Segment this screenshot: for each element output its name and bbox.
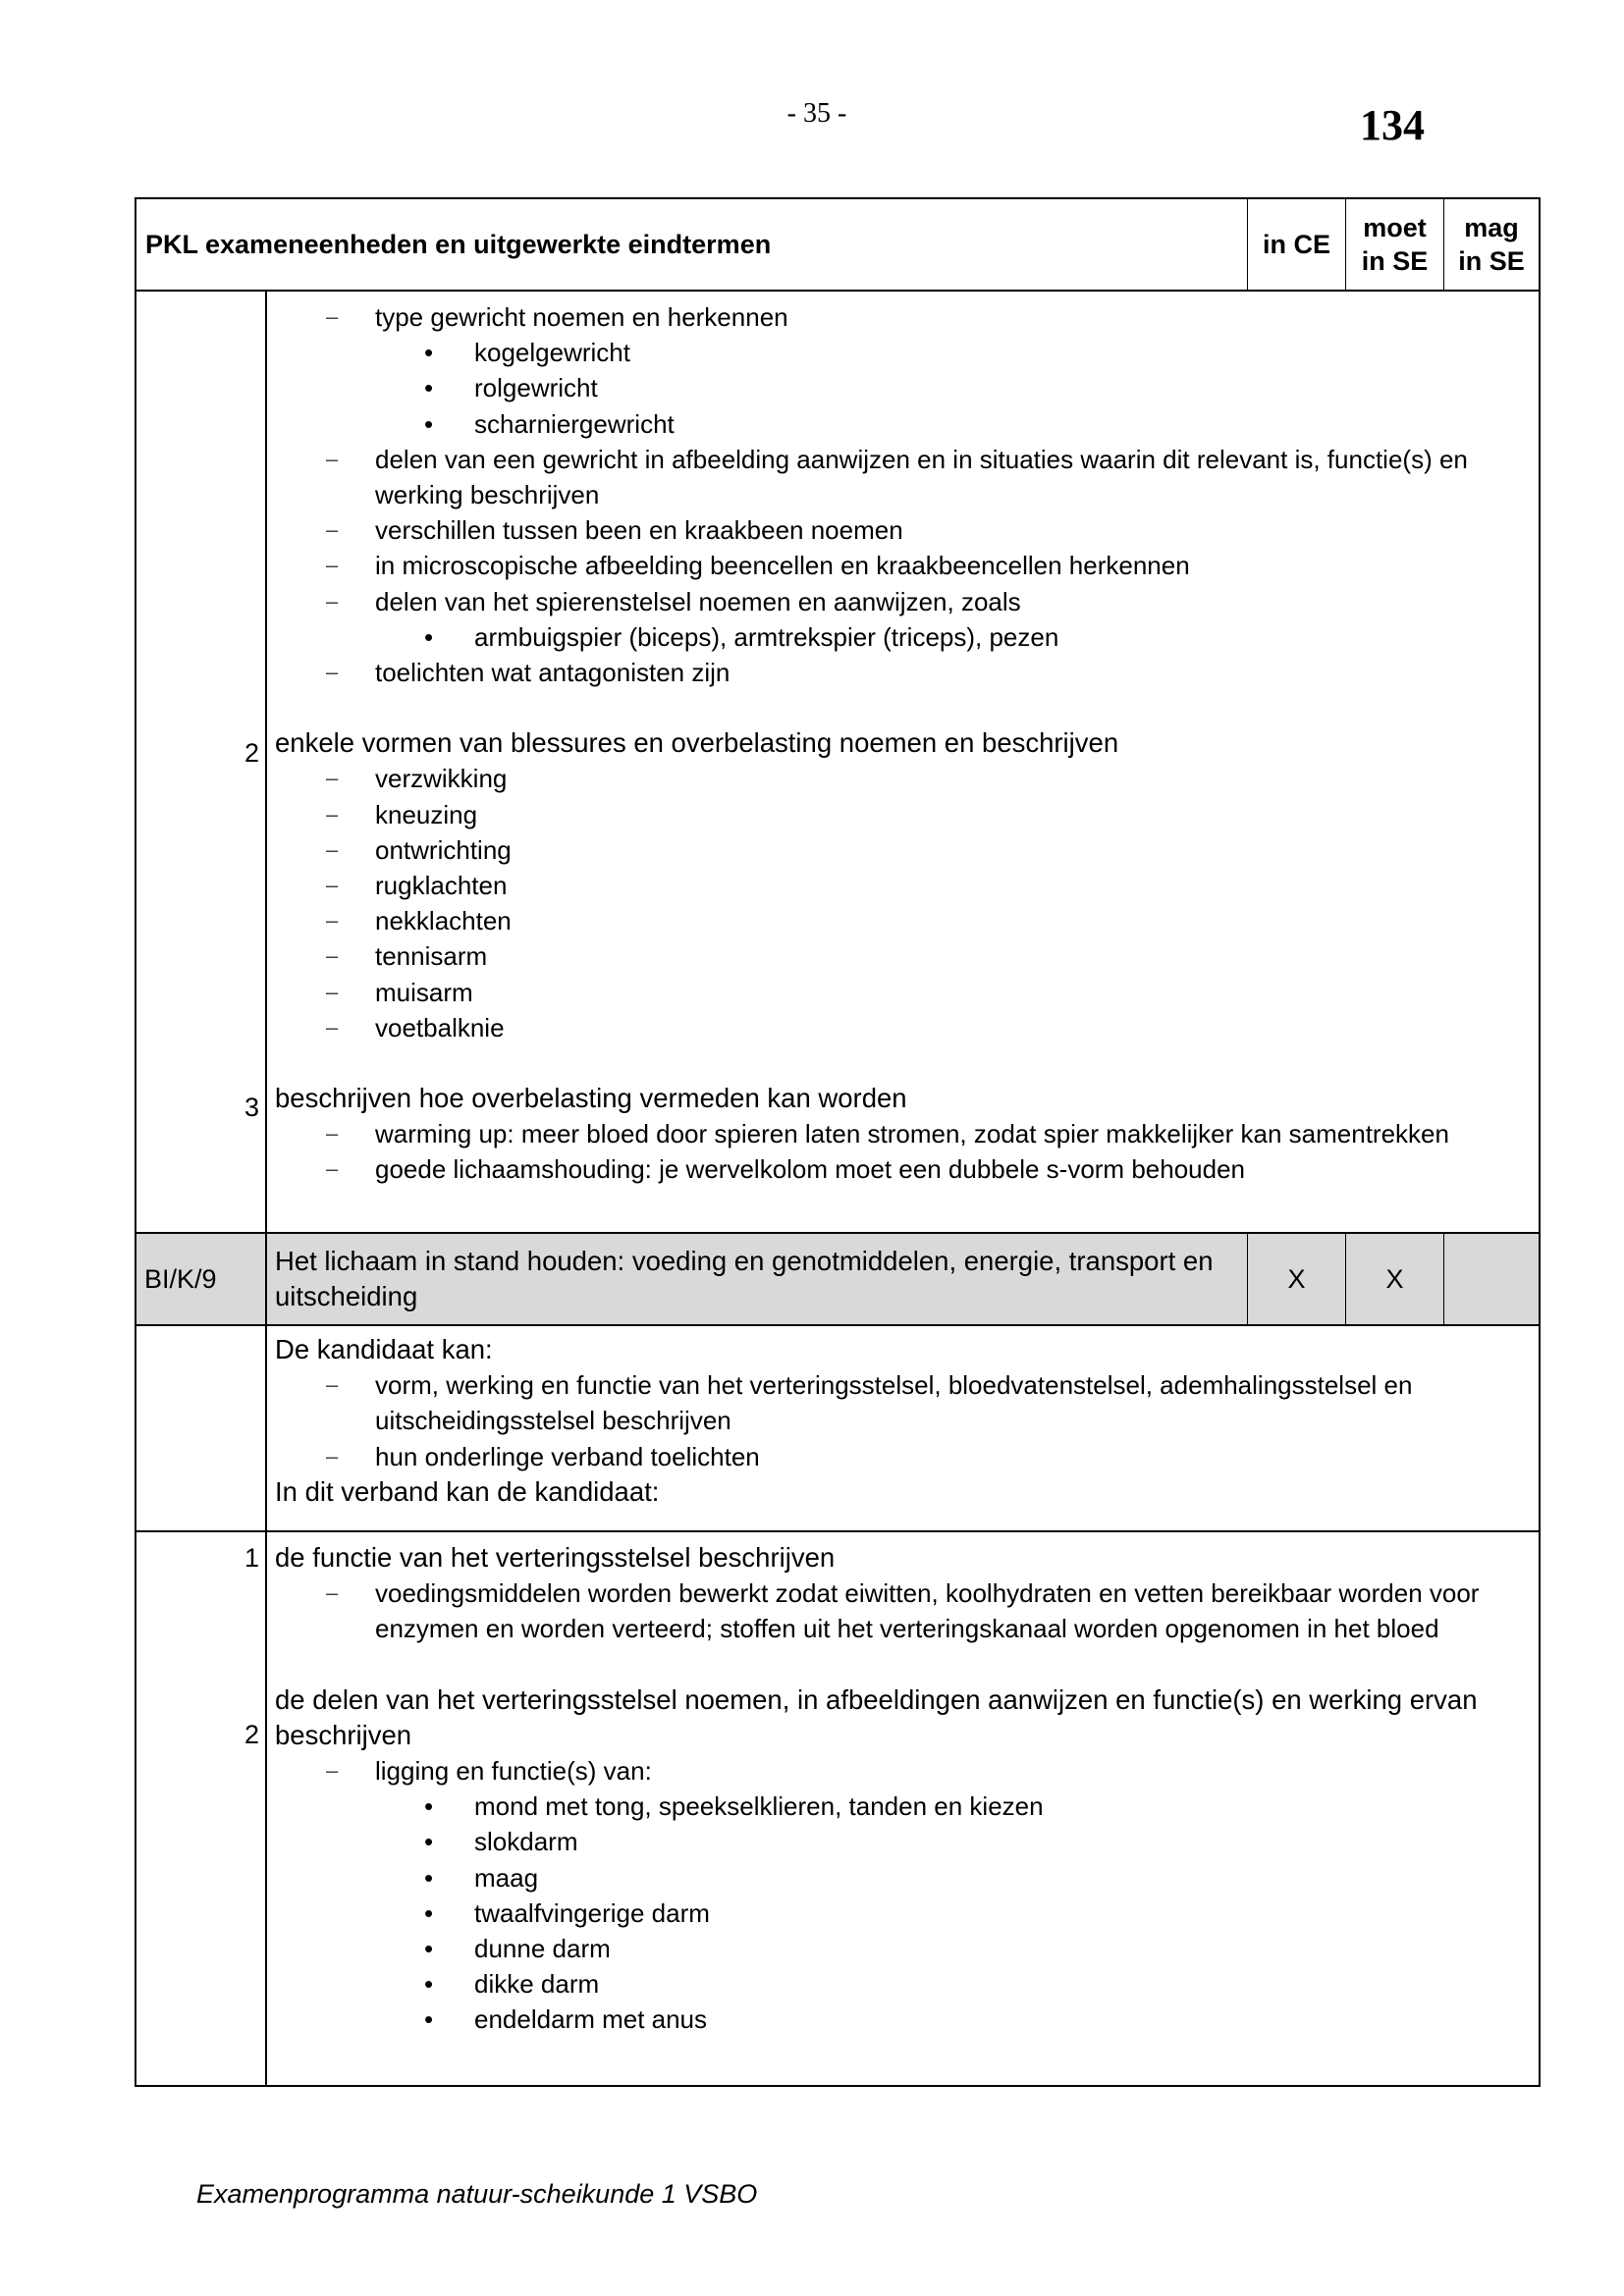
- header-mag-line2: in SE: [1458, 246, 1525, 276]
- dash-item: – in microscopische afbeelding beencellen en kraakbeencellen herkennen: [275, 548, 1519, 583]
- header-title: PKL exameneenheden en uitgewerkte eindtermen: [136, 199, 1248, 290]
- page-footer: Examenprogramma natuur-scheikunde 1 VSBO: [196, 2179, 758, 2209]
- item-number: 3: [244, 1093, 259, 1122]
- bullet-item: • mond met tong, speekselklieren, tanden en kiezen: [275, 1789, 1519, 1824]
- section1-label: [136, 292, 267, 1232]
- item-title: enkele vormen van blessures en overbelasting noemen en beschrijven: [275, 727, 1119, 759]
- dash-item: – goede lichaamshouding: je wervelkolom moet een dubbele s-vorm behouden: [275, 1151, 1519, 1187]
- dash-item: – rugklachten: [275, 868, 1519, 903]
- section2-body: [267, 1532, 1539, 2085]
- item-number: 2: [244, 1720, 259, 1749]
- dash-item: – verschillen tussen been en kraakbeen noemen: [275, 512, 1519, 548]
- page-number: - 35 -: [786, 98, 847, 129]
- dash-item: – kneuzing: [275, 797, 1519, 832]
- dash-item: – ontwrichting: [275, 832, 1519, 868]
- header-moet-line2: in SE: [1361, 246, 1429, 276]
- bullet-item: • kogelgewricht: [275, 335, 1519, 370]
- bullet-item: • twaalfvingerige darm: [275, 1896, 1519, 1931]
- dash-item: – voetbalknie: [275, 1010, 1519, 1045]
- item-number: 2: [244, 738, 259, 768]
- dash-item: – tennisarm: [275, 938, 1519, 974]
- document-number: 134: [1360, 101, 1425, 149]
- bullet-item: • scharniergewricht: [275, 406, 1519, 442]
- unit-title: Het lichaam in stand houden: voeding en genotmiddelen, energie, transport en uitscheiding: [267, 1234, 1248, 1324]
- dash-item: – hun onderlinge verband toelichten: [275, 1439, 1509, 1474]
- section2-label: [136, 1532, 267, 2085]
- item-title: beschrijven hoe overbelasting vermeden kan worden: [275, 1083, 907, 1114]
- eindtermen-table: [135, 197, 1541, 2087]
- unit-moet-in-se: X: [1346, 1234, 1444, 1324]
- section2-row: [136, 1530, 1539, 2085]
- item-number: 1: [244, 1543, 259, 1573]
- bullet-item: • endeldarm met anus: [275, 2002, 1519, 2037]
- dash-item: – ligging en functie(s) van:: [275, 1753, 1519, 1789]
- header-moet-line1: moet: [1363, 213, 1427, 242]
- header-mag-line1: mag: [1464, 213, 1519, 242]
- section1-row: [136, 290, 1539, 1232]
- unit-mag-in-se: [1444, 1234, 1539, 1324]
- bullet-item: • maag: [275, 1860, 1519, 1896]
- intro-body: [267, 1326, 1539, 1530]
- bullet-item: • dunne darm: [275, 1931, 1519, 1966]
- item-title: de delen van het verteringsstelsel noemen, in afbeeldingen aanwijzen en functie(s) en werking ervan beschrijven: [275, 1683, 1478, 1750]
- dash-item: – type gewricht noemen en herkennen: [275, 299, 1519, 335]
- dash-item: – vorm, werking en functie van het verteringsstelsel, bloedvatenstelsel, ademhalingsstelsel en uitscheidingsstelsel beschrijven: [275, 1367, 1509, 1438]
- unit-row: [136, 1232, 1539, 1324]
- unit-in-ce: X: [1248, 1234, 1346, 1324]
- dash-item: – delen van het spierenstelsel noemen en aanwijzen, zoals: [275, 584, 1519, 619]
- intro-closing: In dit verband kan de kandidaat:: [275, 1475, 660, 1507]
- dash-item: – muisarm: [275, 975, 1519, 1010]
- header-mag-in-se: [1444, 199, 1539, 290]
- dash-item: – nekklachten: [275, 903, 1519, 938]
- bullet-item: • rolgewricht: [275, 370, 1519, 405]
- header-moet-in-se: [1346, 199, 1444, 290]
- bullet-item: • armbuigspier (biceps), armtrekspier (triceps), pezen: [275, 619, 1519, 655]
- section1-body: [267, 292, 1539, 1232]
- dash-item: – toelichten wat antagonisten zijn: [275, 655, 1519, 690]
- header-in-ce: in CE: [1248, 199, 1346, 290]
- intro-row: [136, 1324, 1539, 1530]
- bullet-item: • slokdarm: [275, 1824, 1519, 1859]
- dash-item: – voedingsmiddelen worden bewerkt zodat eiwitten, koolhydraten en vetten bereikbaar worden voor enzymen en worden verteerd; stoffen uit het verteringskanaal worden opgenomen in het bloed: [275, 1575, 1495, 1646]
- dash-item: – verzwikking: [275, 761, 1519, 796]
- item-title: de functie van het verteringsstelsel beschrijven: [275, 1542, 836, 1573]
- intro-lead: De kandidaat kan:: [275, 1334, 493, 1364]
- bullet-item: • dikke darm: [275, 1966, 1519, 2002]
- intro-label: [136, 1326, 267, 1530]
- dash-item: – warming up: meer bloed door spieren laten stromen, zodat spier makkelijker kan samentrekken: [275, 1116, 1519, 1151]
- table-header: [136, 199, 1539, 290]
- dash-item: – delen van een gewricht in afbeelding aanwijzen en in situaties waarin dit relevant is, functie(s) en werking beschrijven: [275, 442, 1519, 512]
- unit-code: BI/K/9: [136, 1234, 267, 1324]
